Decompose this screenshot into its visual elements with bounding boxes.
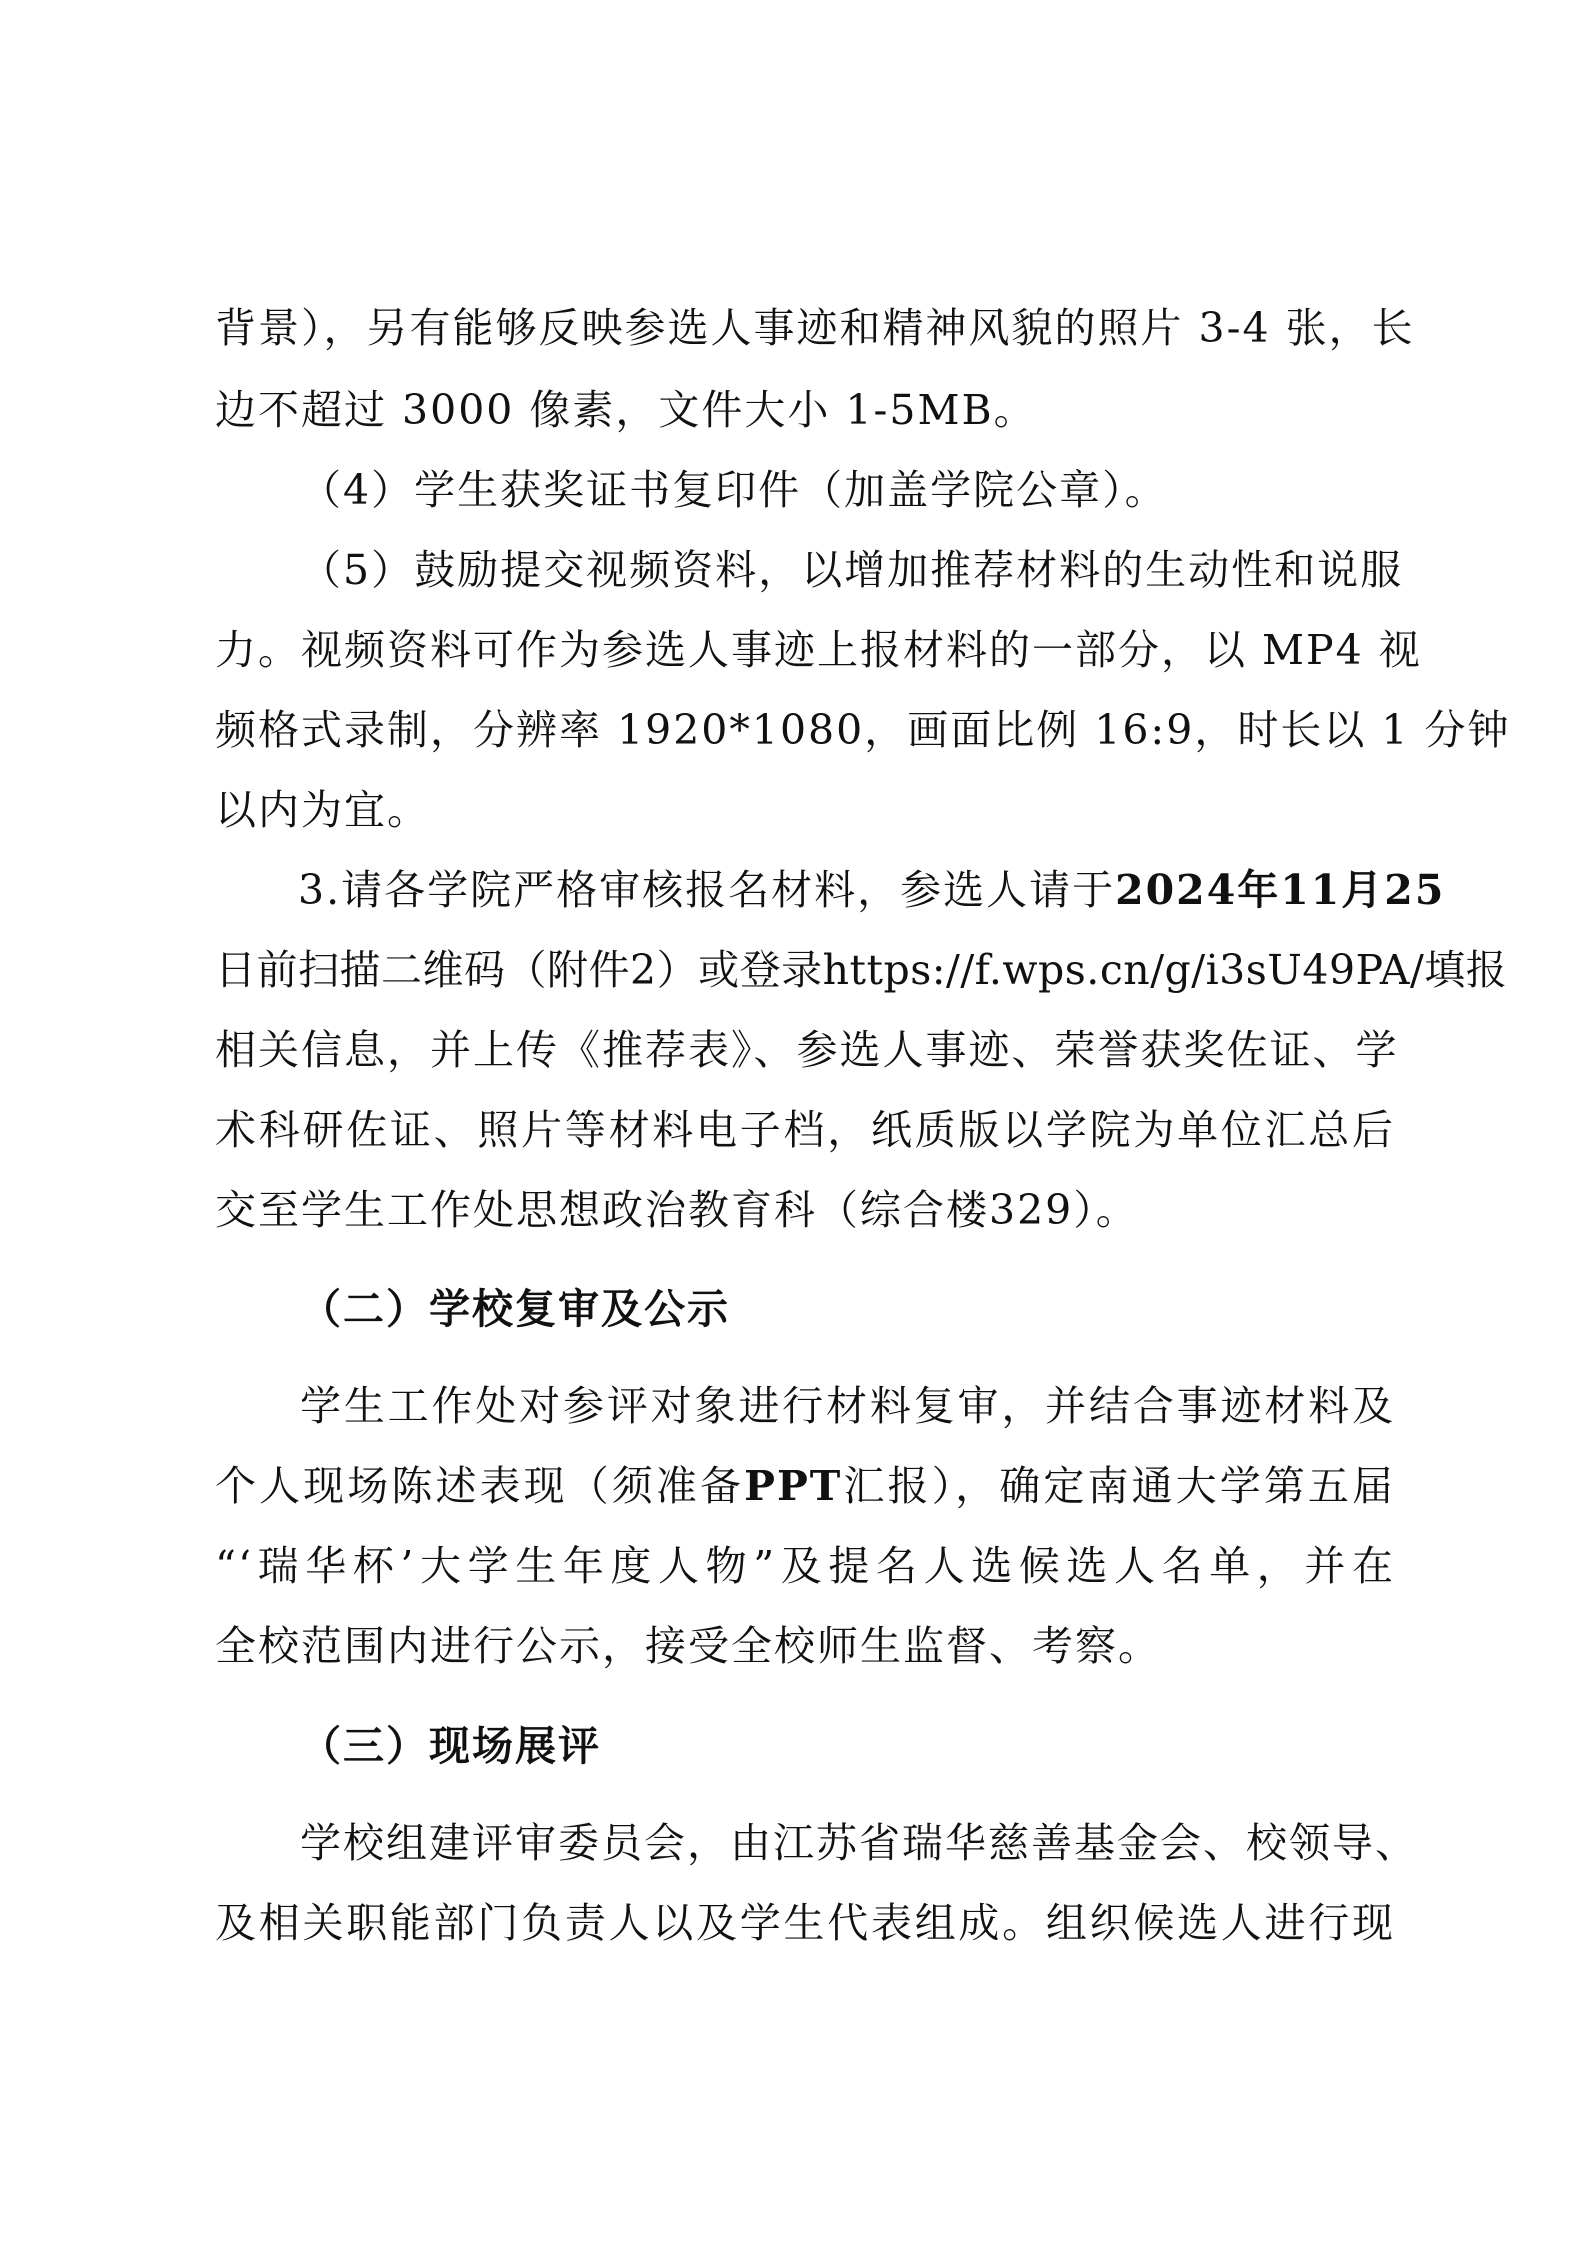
review-line-2-a: 个人现场陈述表现（须准备 bbox=[215, 1462, 745, 1510]
review-line-2 bbox=[215, 1458, 1395, 1514]
item-3-line-5: 交至学生工作处思想政治教育科（综合楼329）。 bbox=[215, 1186, 1139, 1234]
section-heading-exhibition: （三）现场展评 bbox=[300, 1722, 601, 1770]
item-4-certificate: （4）学生获奖证书复印件（加盖学院公章）。 bbox=[300, 466, 1168, 514]
review-line-1: 学生工作处对参评对象进行材料复审，并结合事迹材料及 bbox=[300, 1382, 1395, 1430]
exhibition-line-2: 及相关职能部门负责人以及学生代表组成。组织候选人进行现 bbox=[215, 1899, 1395, 1947]
item-5-line-3: 频格式录制，分辨率 1920*1080，画面比例 16:9，时长以 1 分钟 bbox=[215, 706, 1511, 754]
item-5-line-2: 力。视频资料可作为参选人事迹上报材料的一部分，以 MP4 视 bbox=[215, 626, 1422, 674]
item-3-line-3: 相关信息，并上传《推荐表》、参选人事迹、荣誉获奖佐证、学 bbox=[215, 1026, 1399, 1074]
item-3-line-4: 术科研佐证、照片等材料电子档，纸质版以学院为单位汇总后 bbox=[215, 1106, 1395, 1154]
item-5-line-1: （5）鼓励提交视频资料，以增加推荐材料的生动性和说服 bbox=[300, 546, 1404, 594]
paragraph-photo-line-2: 边不超过 3000 像素，文件大小 1-5MB。 bbox=[215, 386, 1037, 434]
paragraph-photo-line-1: 背景），另有能够反映参选人事迹和精神风貌的照片 3-4 张，长 bbox=[215, 304, 1415, 352]
item-3-line-1 bbox=[298, 862, 1446, 918]
exhibition-line-1: 学校组建评审委员会，由江苏省瑞华慈善基金会、校领导、 bbox=[300, 1819, 1418, 1867]
deadline-date: 2024年11月25 bbox=[1115, 866, 1446, 914]
review-line-2-c: 汇报），确定南通大学第五届 bbox=[842, 1462, 1396, 1510]
item-3-line-1-text: 3.请各学院严格审核报名材料，参选人请于 bbox=[298, 866, 1116, 914]
review-line-3: “‘瑞华杯’大学生年度人物”及提名人选候选人名单，并在 bbox=[215, 1542, 1395, 1590]
review-line-4: 全校范围内进行公示，接受全校师生监督、考察。 bbox=[215, 1622, 1161, 1670]
section-heading-review: （二）学校复审及公示 bbox=[300, 1285, 730, 1333]
ppt-text: PPT bbox=[744, 1462, 843, 1510]
item-3-line-2: 日前扫描二维码（附件2）或登录https://f.wps.cn/g/i3sU49PA/填报 bbox=[215, 946, 1508, 994]
item-5-line-4: 以内为宜。 bbox=[215, 786, 430, 834]
